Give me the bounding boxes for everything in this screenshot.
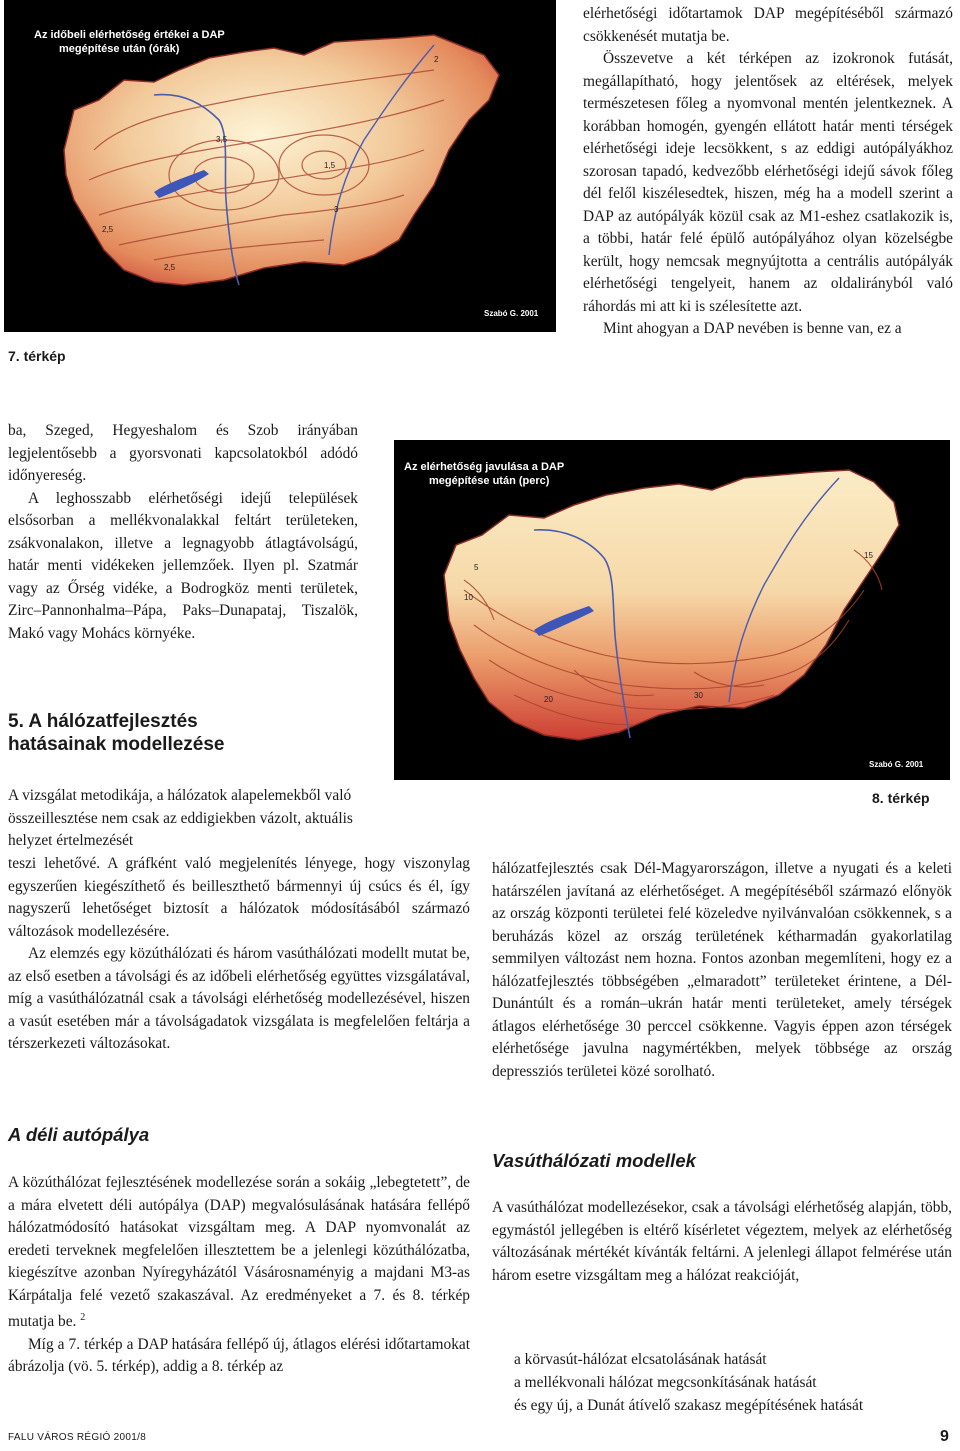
contour-label: 5 [474, 563, 479, 572]
deli-paragraph-1-text: A közúthálózat fejlesztésének modellezése során a sokáig „lebegtetett”, de a mára elvetett déli autópálya (DAP) megvalósulásának hatására fellépő hálózatmódosító hatásokat vizsgáltam meg. A DAP nyomvonalát az eredeti terveknek megfelelően illesztettem be a jelenlegi közúthálózatba, kiegészítve azonban Nyíregyházától Vásárosnaményig a majdani M3-as Kárpátalja felé vezető szakaszával. Az eredményeket a 7. és 8. térkép mutatja be. [8, 1174, 470, 1331]
deli-heading: A déli autópálya [8, 1124, 150, 1145]
right-top-column [583, 3, 953, 341]
list-item: és egy új, a Dunát átívelő szakasz megépítésének hatását [514, 1397, 864, 1414]
vasut-body [492, 1197, 952, 1287]
footer-journal: FALU VÁROS RÉGIÓ 2001/8 [8, 1432, 147, 1443]
right-top-paragraph-1: elérhetőségi időtartamok DAP megépítéséből származó csökkenését mutatja be. [583, 5, 953, 45]
deli-body [8, 1172, 470, 1379]
map-7-caption: 7. térkép [8, 348, 66, 364]
left-mid-column [8, 420, 358, 645]
map-8-signature: Szabó G. 2001 [869, 760, 924, 769]
section-5-paragraph-1-narrow: A vizsgálat metodikája, a hálózatok alapelemekből való összeillesztése nem csak az eddigiekben vázolt, aktuális helyzet értelmezését [8, 787, 353, 849]
list-item: a körvasút-hálózat elcsatolásának hatását [514, 1351, 767, 1368]
map-7-figure [4, 0, 556, 332]
contour-label: 2,5 [164, 263, 176, 272]
vasut-heading: Vasúthálózati modellek [492, 1150, 696, 1171]
right-bottom-paragraph-1: hálózatfejlesztés csak Dél-Magyarországon, illetve a nyugati és a keleti határszélen javítaná az elérhetőséget. A megépítéséből származó előnyök az ország központi területei felé közeledve nyilvánvalóan csökkennek, s a beruházás közel az ország területének kétharmadán gyakorlatilag semmilyen változást nem hozna. Fontos azonban megemlíteni, hogy ez a hálózatfejlesztés többségében „elmaradott” területeket érintene, a Dél-Dunántúlt és a román–ukrán határ menti területeket, amely térségek átlagos elérhetősége 30 perccel csökkenne. Vagyis éppen azon térségek elérhetősége javulna nagymértékben, melyek többsége az ország depressziós területei közé sorolható. [492, 860, 952, 1080]
contour-label: 3,5 [216, 135, 228, 144]
vasut-list [514, 1348, 954, 1417]
vasut-paragraph: A vasúthálózat modellezésekor, csak a távolsági elérhetőség alapján, több, egymástól jellegében is eltérő kísérletet végeztem, melyek az elérhetőség változásának mértékét kívánták feltárni. A jelenlegi állapot felmérése után három esetre vizsgáltam meg a hálózat reakcióját, [492, 1199, 952, 1284]
contour-label: 15 [864, 551, 873, 560]
section-5-paragraph-2: Az elemzés egy közúthálózati és három vasúthálózati modellt mutat be, az első esetben a távolsági és az időbeli elérhetőség együttes vizsgálatával, míg a vasúthálózatnál csak a távolsági elérhetőség modellezésével, hiszen a vasút esetében már a távolságadatok vizsgálata is megfelelően feltárja a térszerkezeti változásokat. [8, 945, 470, 1052]
contour-label: 1,5 [324, 161, 336, 170]
contour-label: 2,5 [102, 225, 114, 234]
left-mid-paragraph-1: ba, Szeged, Hegyeshalom és Szob irányában legjelentősebb a gyorsvonati kapcsolatokból adódó időnyereség. [8, 422, 358, 484]
section-5-body [8, 853, 470, 1056]
left-mid-paragraph-2: A leghosszabb elérhetőségi idejű települések elsősorban a mellékvonalakkal feltárt területeken, zsákvonalakon, illetve a legnagyobb átlagtávolságú, határ menti vidékeken jellemzőek. Ilyen pl. Szatmár vagy az Őrség vidéke, a Bodrogköz menti területek, Zirc–Pannonhalma–Pápa, Paks–Dunapataj, Tiszalök, Makó vagy Mohács környéke. [8, 489, 358, 642]
right-bottom-column [492, 858, 952, 1083]
deli-paragraph-2: Míg a 7. térkép a DAP hatására fellépő új, átlagos elérési időtartamokat ábrázolja (vö. 5. térkép), addig a 8. térkép az [8, 1335, 470, 1376]
section-5-paragraph-1-rest: teszi lehetővé. A gráfként való megjelenítés lényege, hogy viszonylag egyszerűen kiegészíthető és beilleszthető bármennyi új csúcs és él, így nagyszerű lehetőséget biztosít a hálózatok módosításából származó változások modellezésére. [8, 855, 470, 940]
footnote-ref[interactable]: 2 [80, 1312, 86, 1323]
section-5-heading-line1: 5. A hálózatfejlesztés [8, 711, 198, 732]
right-top-paragraph-3: Mint ahogyan a DAP nevében is benne van, ez a [603, 320, 902, 337]
contour-label: 10 [464, 593, 473, 602]
right-top-paragraph-2: Összevetve a két térképen az izokronok futását, megállapítható, hogy jelentősek az eltérések, melyek természetesen főleg a nyomvonal mentén jelentkeznek. A korábban homogén, gyengén ellátott határ menti térségek elérhetőségi ideje lecsökkent, s az eddigi autópályákhoz szorosan tapadó, kedvezőbb elérhetőségi idejű sávok főleg dél felől kiszélesedtek, hiszen, még ha a modell szerint a DAP az autópályák közül csak az M1-eshez csatlakozik is, a többi, határ felé épülő autópályához olyan közelségbe került, hogy nemcsak megnyújtotta a centrális autópályák elérhetőségi tengelyeit, hanem az oldalirányból való ráhordás mi att ki is szélesítette azt. [583, 50, 953, 315]
map-7-title-line1: Az időbeli elérhetőség értékei a DAP [34, 29, 225, 41]
contour-label: 20 [544, 695, 553, 704]
map-8-caption: 8. térkép [872, 790, 930, 806]
page-number: 9 [940, 1428, 949, 1445]
map-8-title-line1: Az elérhetőség javulása a DAP [404, 461, 565, 473]
contour-label: 30 [694, 691, 703, 700]
map-7-title-line2: megépítése után (órák) [59, 43, 180, 55]
section-5-heading-line2: hatásainak modellezése [8, 734, 225, 755]
deli-paragraph-1 [8, 1172, 470, 1334]
map-7-image [4, 0, 556, 332]
map-7-signature: Szabó G. 2001 [484, 309, 539, 318]
list-item: a mellékvonali hálózat megcsonkításának hatását [514, 1374, 817, 1391]
map-8-title-line2: megépítése után (perc) [429, 475, 550, 487]
contour-label: 3 [334, 205, 339, 214]
contour-label: 2 [434, 55, 439, 64]
map-8-figure [394, 440, 950, 780]
map-8-image [394, 440, 950, 780]
section-5-heading [8, 710, 358, 756]
